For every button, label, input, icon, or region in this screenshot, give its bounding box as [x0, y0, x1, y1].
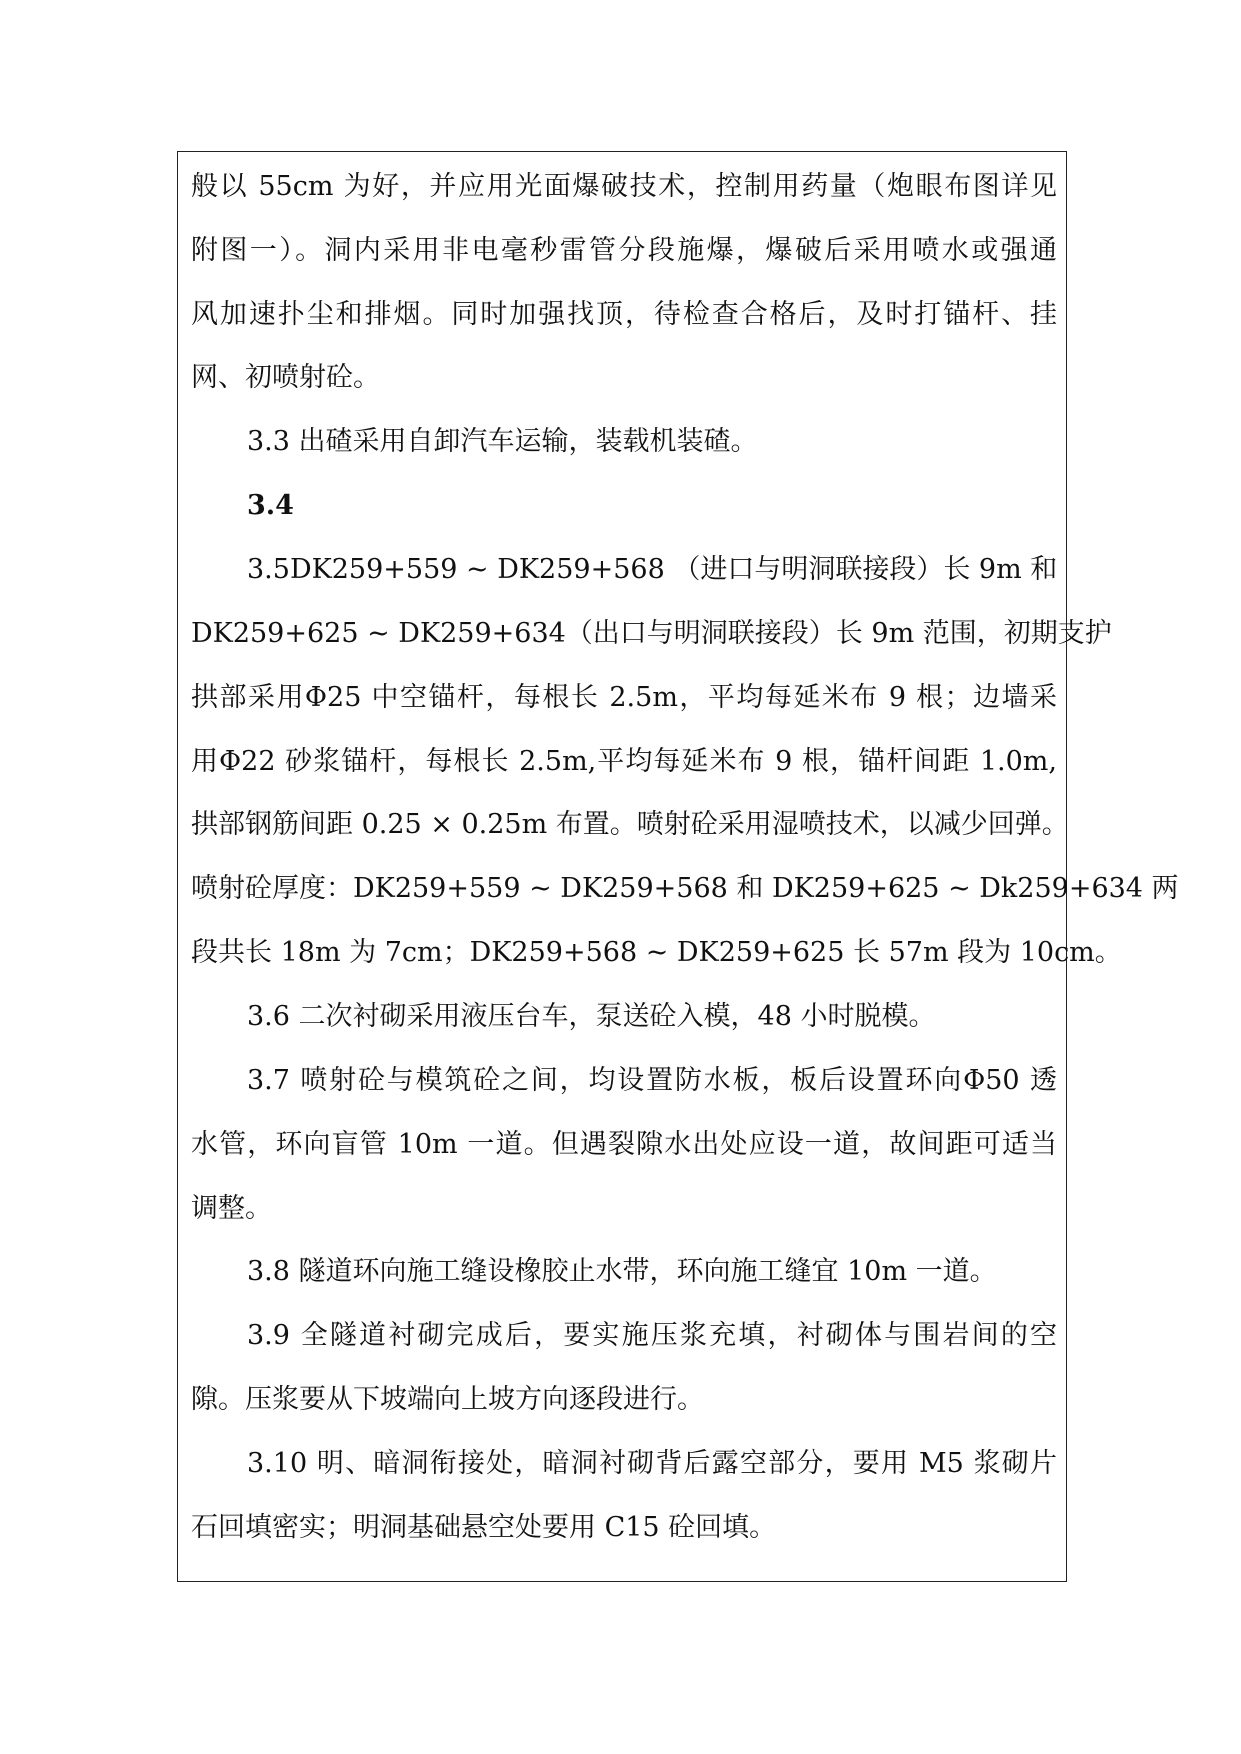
section-3-5: 3.5DK259+559 ~ DK259+568 （进口与明洞联接段）长 9m 和	[247, 554, 1058, 585]
text-line: 拱部钢筋间距 0.25 × 0.25m 布置。喷射砼采用湿喷技术，以减少回弹。	[191, 809, 1069, 840]
text-line: DK259+625 ~ DK259+634（出口与明洞联接段）长 9m 范围，初期支护	[191, 618, 1112, 649]
section-3-4: 3.4	[247, 490, 294, 521]
text-line: 段共长 18m 为 7cm；DK259+568 ~ DK259+625 长 57m 段为 10cm。	[191, 937, 1122, 968]
section-3-7: 3.7 喷射砼与模筑砼之间，均设置防水板，板后设置环向Φ50 透	[247, 1065, 1057, 1096]
text-line: 隙。压浆要从下坡端向上坡方向逐段进行。	[191, 1384, 704, 1415]
section-3-9: 3.9 全隧道衬砌完成后，要实施压浆充填，衬砌体与围岩间的空	[247, 1320, 1057, 1351]
text-line: 调整。	[191, 1193, 272, 1224]
text-line: 网、初喷射砼。	[191, 362, 380, 393]
section-3-10: 3.10 明、暗洞衔接处，暗洞衬砌背后露空部分，要用 M5 浆砌片	[247, 1448, 1057, 1479]
text-line: 般以 55cm 为好，并应用光面爆破技术，控制用药量（炮眼布图详见	[191, 171, 1057, 202]
text-line: 附图一）。洞内采用非电毫秒雷管分段施爆，爆破后采用喷水或强通	[191, 235, 1057, 266]
text-line: 拱部采用Φ25 中空锚杆，每根长 2.5m，平均每延米布 9 根；边墙采	[191, 682, 1057, 713]
text-line: 石回填密实；明洞基础悬空处要用 C15 砼回填。	[191, 1512, 777, 1543]
section-3-6: 3.6 二次衬砌采用液压台车，泵送砼入模，48 小时脱模。	[247, 1001, 936, 1032]
text-line: 用Φ22 砂浆锚杆，每根长 2.5m,平均每延米布 9 根，锚杆间距 1.0m,	[191, 746, 1057, 777]
text-line: 风加速扑尘和排烟。同时加强找顶，待检查合格后，及时打锚杆、挂	[191, 299, 1057, 330]
text-line: 喷射砼厚度：DK259+559 ~ DK259+568 和 DK259+625 ~ Dk259+634 两	[191, 873, 1179, 904]
section-3-8: 3.8 隧道环向施工缝设橡胶止水带，环向施工缝宜 10m 一道。	[247, 1256, 997, 1287]
section-3-3: 3.3 出碴采用自卸汽车运输，装载机装碴。	[247, 426, 758, 457]
text-line: 水管，环向盲管 10m 一道。但遇裂隙水出处应设一道，故间距可适当	[191, 1129, 1057, 1160]
